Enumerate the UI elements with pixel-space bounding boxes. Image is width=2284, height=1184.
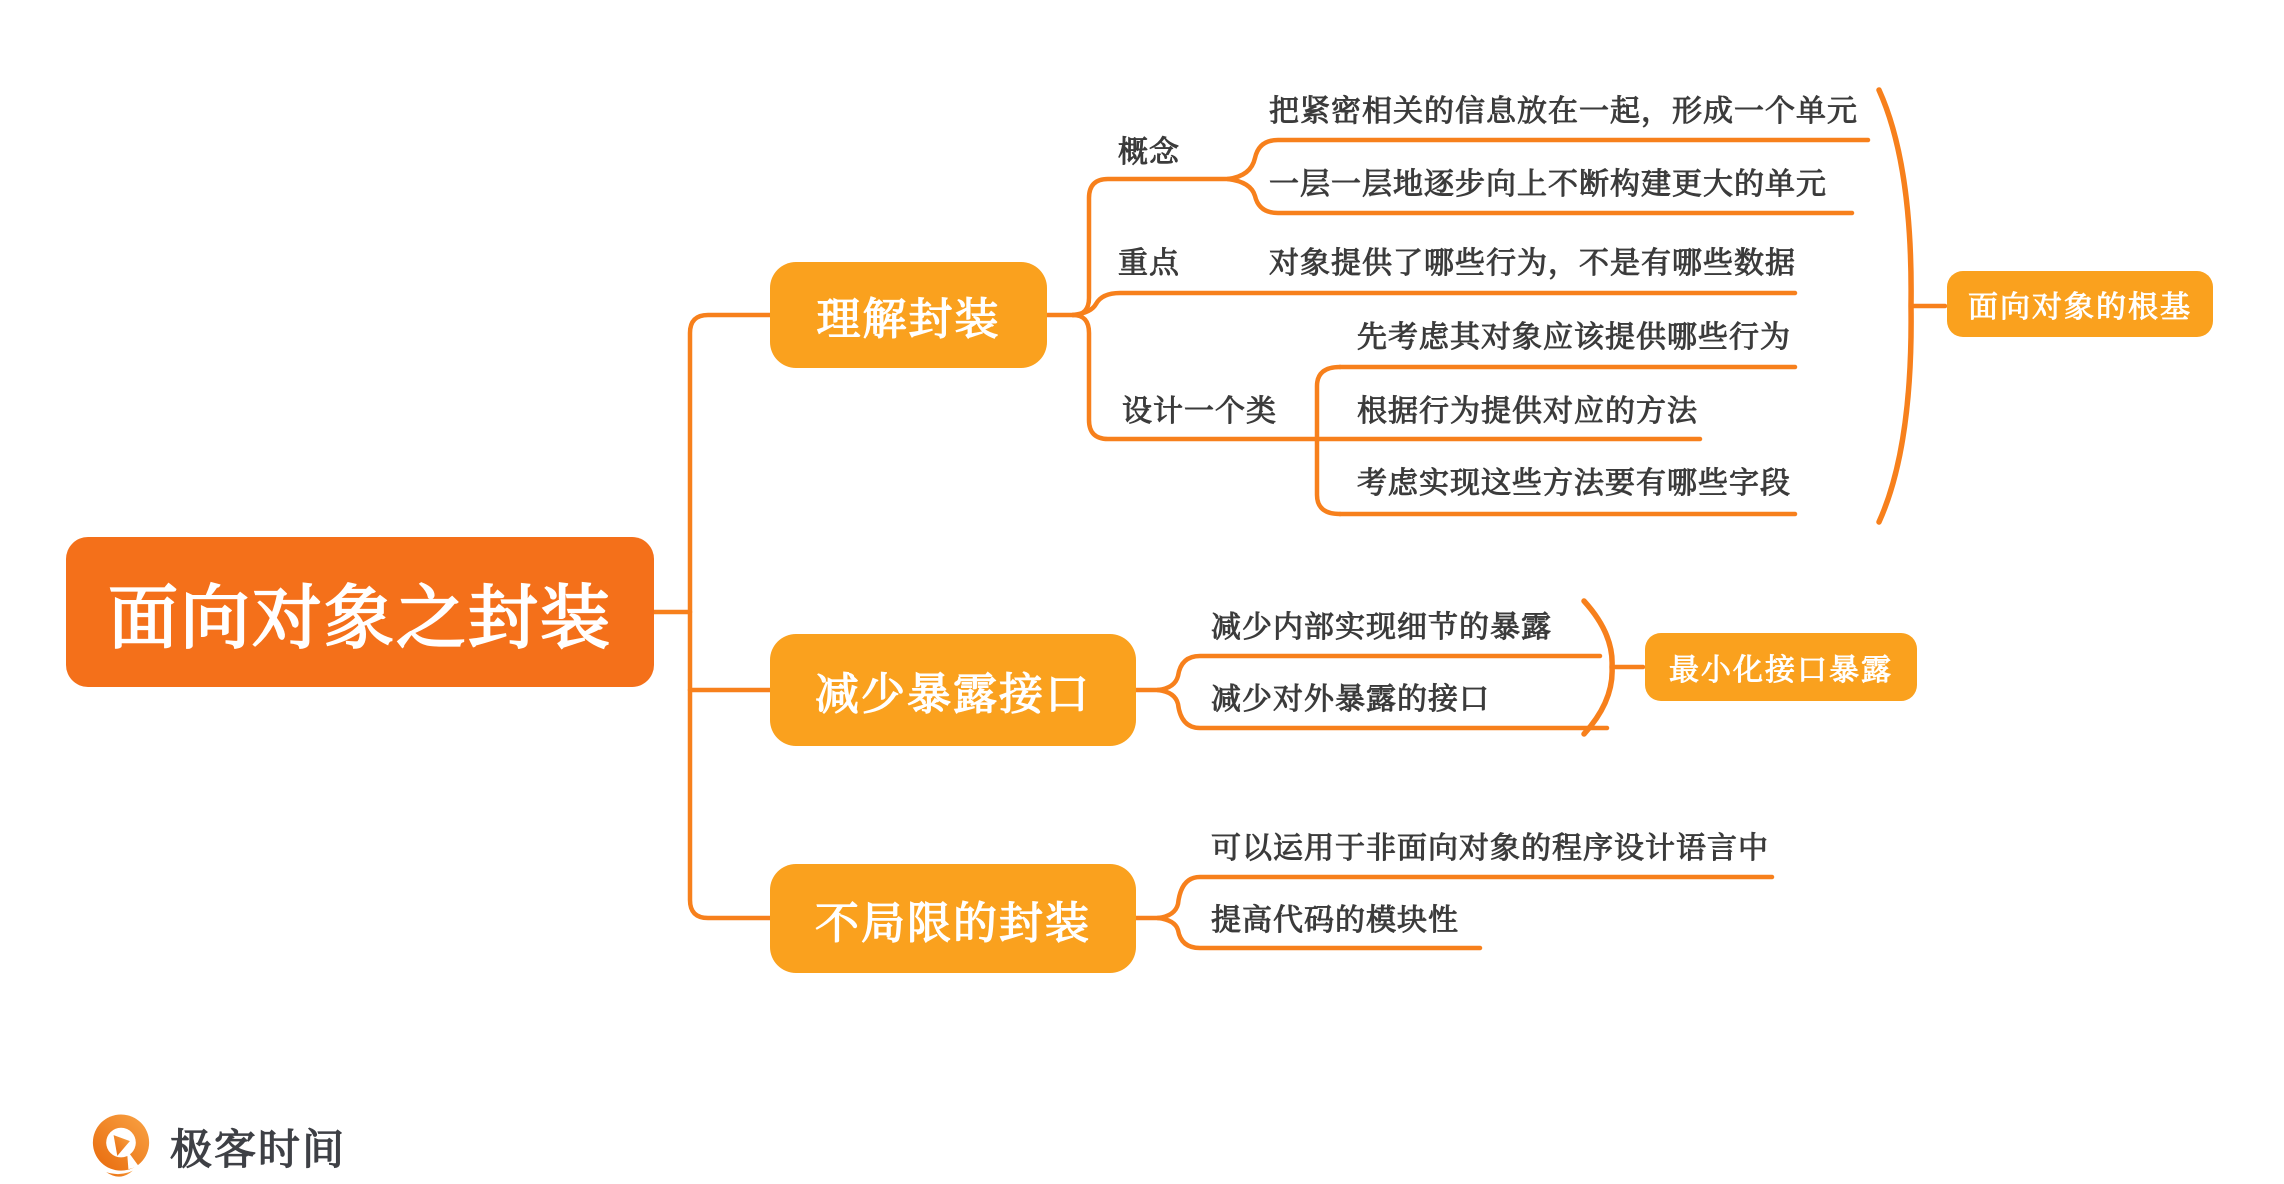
leaf-design-1[interactable]: 先考虑其对象应该提供哪些行为 bbox=[1357, 320, 1791, 355]
summary-oo-foundation[interactable]: 面向对象的根基 bbox=[1947, 271, 2213, 337]
brace-understand bbox=[1879, 90, 1911, 522]
leaf-concept-2[interactable]: 一层一层地逐步向上不断构建更大的单元 bbox=[1269, 167, 1827, 202]
label-concept[interactable]: 概念 bbox=[1118, 135, 1180, 170]
leaf-reduce-2[interactable]: 减少对外暴露的接口 bbox=[1211, 682, 1490, 717]
leaf-unrestricted-2[interactable]: 提高代码的模块性 bbox=[1211, 903, 1459, 938]
label-keypoint[interactable]: 重点 bbox=[1118, 246, 1180, 281]
brand-footer bbox=[84, 1110, 346, 1184]
root-node[interactable]: 面向对象之封装 bbox=[66, 537, 654, 687]
leaf-concept-1[interactable]: 把紧密相关的信息放在一起，形成一个单元 bbox=[1269, 94, 1858, 129]
label-design-a-class[interactable]: 设计一个类 bbox=[1122, 394, 1277, 429]
leaf-reduce-1[interactable]: 减少内部实现细节的暴露 bbox=[1211, 610, 1552, 645]
summary-minimize-interface-exposure[interactable]: 最小化接口暴露 bbox=[1645, 633, 1917, 701]
leaf-design-2[interactable]: 根据行为提供对应的方法 bbox=[1357, 394, 1698, 429]
leaf-design-3[interactable]: 考虑实现这些方法要有哪些字段 bbox=[1357, 466, 1791, 501]
branch-reduce-exposed-interfaces[interactable]: 减少暴露接口 bbox=[770, 634, 1136, 746]
branch-understand-encapsulation[interactable]: 理解封装 bbox=[770, 262, 1047, 368]
leaf-keypoint-1[interactable]: 对象提供了哪些行为，不是有哪些数据 bbox=[1269, 246, 1796, 281]
leaf-unrestricted-1[interactable]: 可以运用于非面向对象的程序设计语言中 bbox=[1211, 831, 1769, 866]
b1-keypoint-line bbox=[1073, 293, 1795, 315]
brace-reduce bbox=[1584, 601, 1612, 734]
branch-unrestricted-encapsulation[interactable]: 不局限的封装 bbox=[770, 864, 1136, 973]
geektime-logo-icon bbox=[84, 1110, 158, 1184]
brand-name: 极客时间 bbox=[170, 1125, 347, 1174]
trunk-line bbox=[690, 315, 770, 918]
